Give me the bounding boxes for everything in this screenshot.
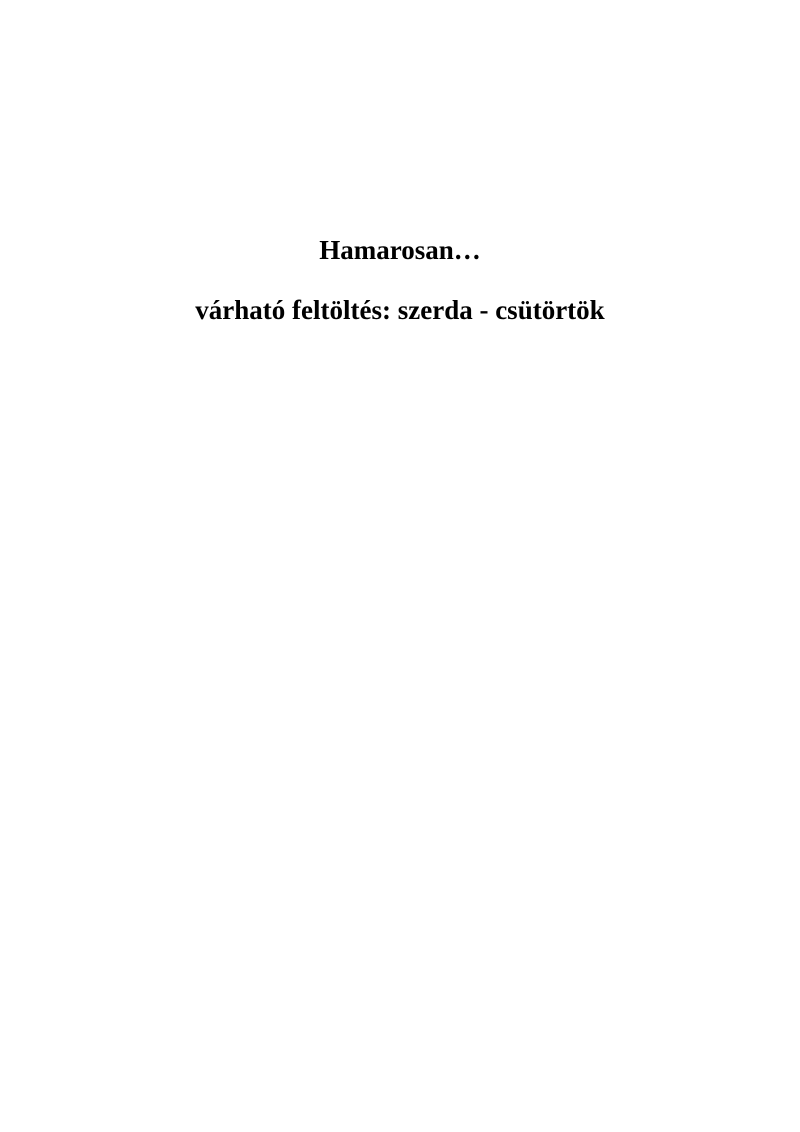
page-subtitle: várható feltöltés: szerda - csütörtök — [195, 295, 605, 325]
page-title: Hamarosan… — [319, 235, 481, 265]
